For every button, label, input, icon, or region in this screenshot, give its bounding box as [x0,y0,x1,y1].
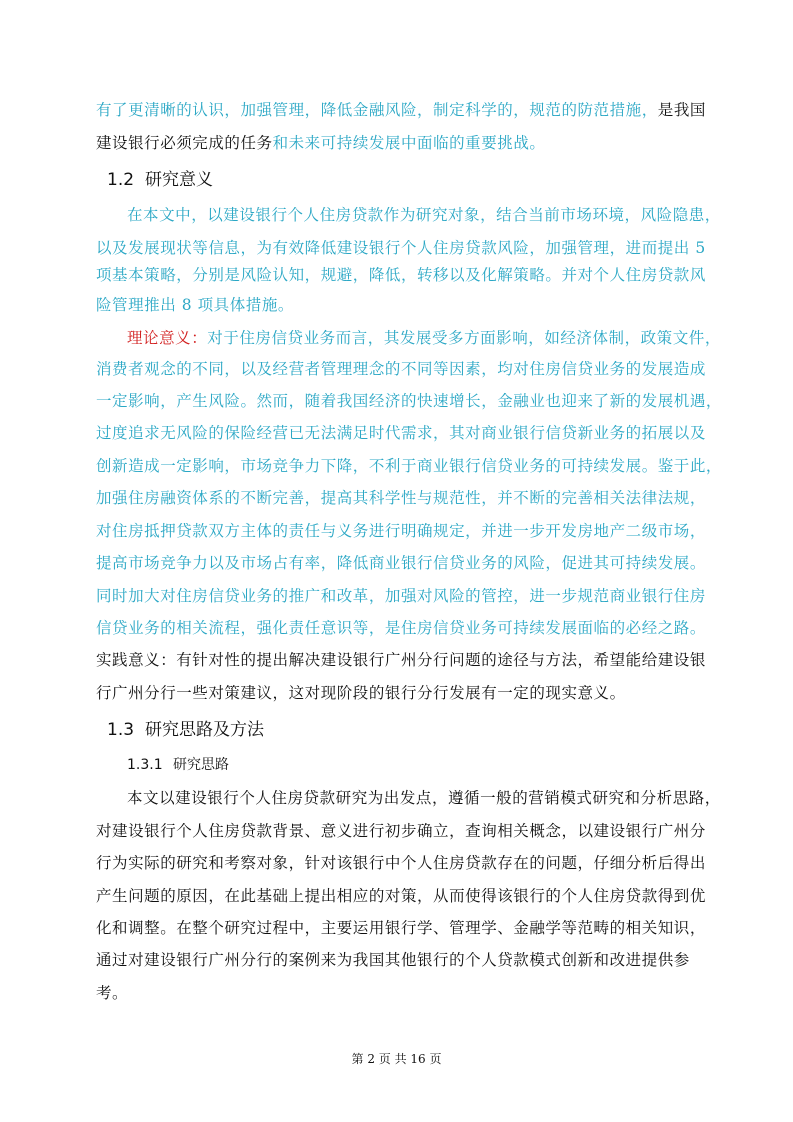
paragraph-line [96,133,545,153]
section-title: 研究意义 [145,170,213,190]
text-run: 对于住房信贷业务而言，其发展受多方面影响，如经济体制，政策文件， [207,329,721,347]
paragraph-line [96,100,706,120]
paragraph-line: 同时加大对住房信贷业务的推广和改革，加强对风险的管控，进一步规范商业银行住房 [96,587,706,605]
paragraph-line [127,328,721,348]
paragraph-line: 对住房抵押贷款双方主体的责任与义务进行明确规定，并进一步开发房地产二级市场， [96,522,706,540]
text-run: 是我国 [657,101,706,119]
paragraph-line: 产生问题的原因，在此基础上提出相应的对策，从而使得该银行的个人住房贷款得到优 [96,887,706,905]
section-heading [107,719,264,741]
paragraph-line: 提高市场竞争力以及市场占有率，降低商业银行信贷业务的风险，促进其可持续发展。 [96,554,706,572]
subsection-number: 1.3.1 [127,757,163,773]
text-run: 建设银行必须完成的任务 [96,134,273,152]
subsection-heading [127,755,229,775]
theory-label: 理论意义： [127,329,208,347]
section-number: 1.3 [107,720,135,740]
text-run: 有了更清晰的认识，加强管理，降低金融风险，制定科学的，规范的防范措施， [96,101,658,119]
paragraph-line: 险管理推出 8 项具体措施。 [96,296,294,314]
section-title: 研究思路及方法 [145,720,264,740]
section-number: 1.2 [107,170,135,190]
paragraph-line: 考。 [96,984,129,1002]
paragraph-line: 在本文中，以建设银行个人住房贷款作为研究对象，结合当前市场环境，风险隐患， [127,206,721,224]
paragraph-line: 化和调整。在整个研究过程中，主要运用银行学、管理学、金融学等范畴的相关知识， [96,919,706,937]
paragraph-line: 以及发展现状等信息，为有效降低建设银行个人住房贷款风险，加强管理，进而提出 5 [96,239,706,257]
paragraph-line: 信贷业务的相关流程，强化责任意识等，是住房信贷业务可持续发展面临的必经之路。 [96,619,706,637]
page-footer: 第 2 页 共 16 页 [351,1052,442,1066]
paragraph-line: 通过对建设银行广州分行的案例来为我国其他银行的个人贷款模式创新和改进提供参 [96,951,690,969]
paragraph-line: 过度追求无风险的保险经营已无法满足时代需求，其对商业银行信贷新业务的拓展以及 [96,424,706,442]
text-run: 和未来可持续发展中面临的重要挑战。 [272,134,546,152]
subsection-title: 研究思路 [173,757,229,773]
section-heading [107,169,213,191]
paragraph-line: 消费者观念的不同，以及经营者管理理念的不同等因素，均对住房信贷业务的发展造成 [96,360,706,378]
paragraph-line: 实践意义：有针对性的提出解决建设银行广州分行问题的途径与方法，希望能给建设银 [96,651,706,669]
paragraph-line: 本文以建设银行个人住房贷款研究为出发点，遵循一般的营销模式研究和分析思路， [127,789,721,807]
paragraph-line: 行广州分行一些对策建议，这对现阶段的银行分行发展有一定的现实意义。 [96,684,626,702]
paragraph-line: 行为实际的研究和考察对象，针对该银行中个人住房贷款存在的问题，仔细分析后得出 [96,854,706,872]
paragraph-line: 加强住房融资体系的不断完善，提高其科学性与规范性，并不断的完善相关法律法规， [96,489,706,507]
paragraph-line: 创新造成一定影响，市场竞争力下降，不利于商业银行信贷业务的可持续发展。鉴于此， [96,457,722,475]
paragraph-line: 对建设银行个人住房贷款背景、意义进行初步确立，查询相关概念，以建设银行广州分 [96,822,706,840]
paragraph-line: 项基本策略，分别是风险认知，规避，降低，转移以及化解策略。并对个人住房贷款风 [96,266,706,284]
paragraph-line: 一定影响，产生风险。然而，随着我国经济的快速增长，金融业也迎来了新的发展机遇， [96,392,722,410]
